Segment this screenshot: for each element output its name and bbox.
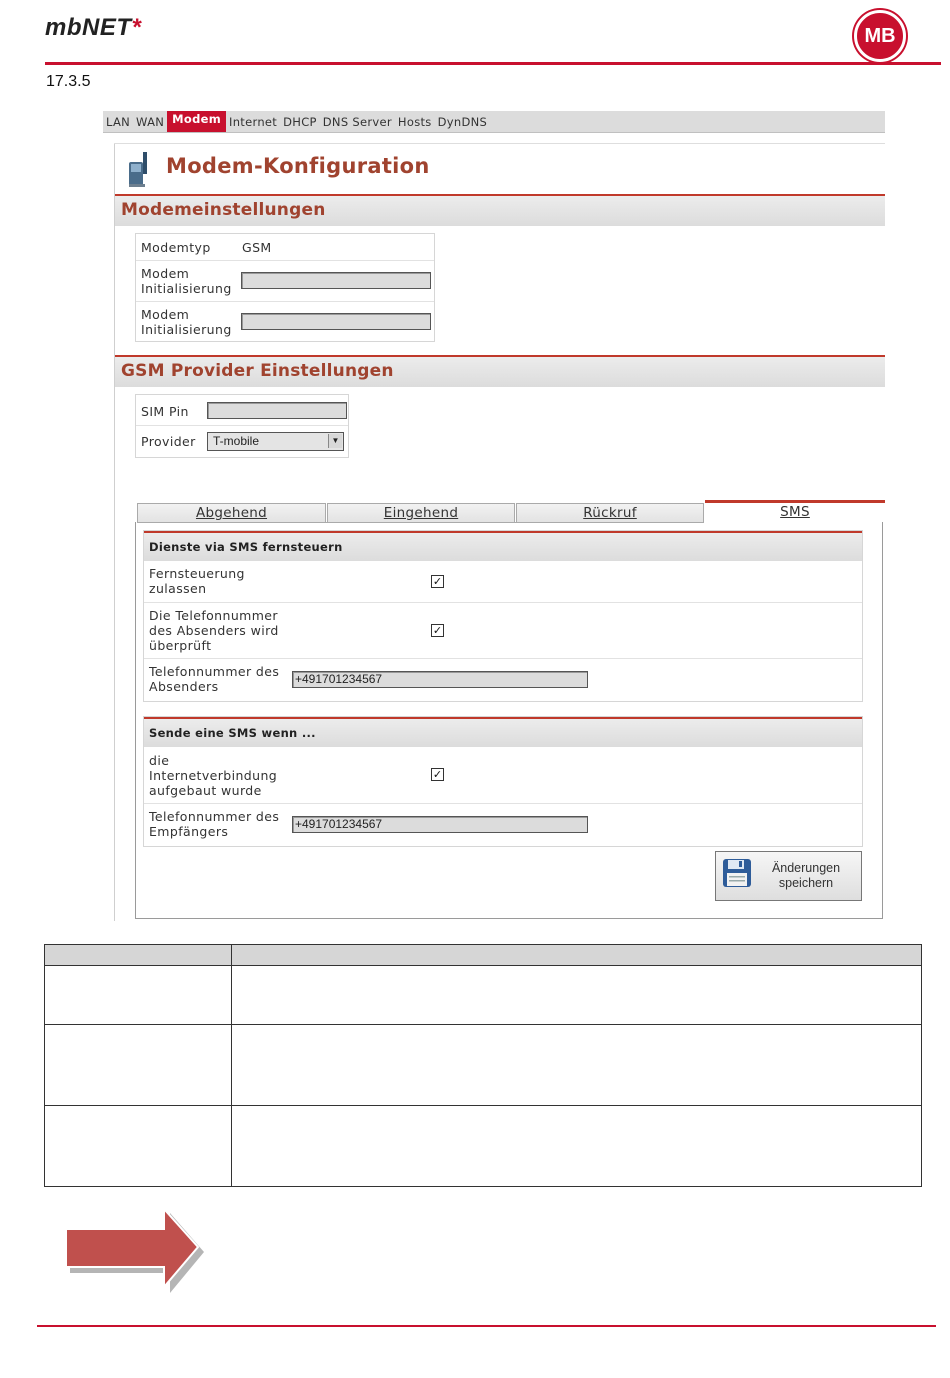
sms-send-title: Sende eine SMS wenn ... [149, 726, 316, 740]
table-row-divider [45, 1105, 921, 1106]
brand-mark: * [131, 14, 142, 41]
modem-init-row-2 [136, 302, 434, 341]
modem-init-row-1 [136, 261, 434, 302]
sender-verify-row [144, 603, 862, 659]
nav-item-dyndns[interactable]: DynDNS [437, 115, 488, 129]
content-frame-left [114, 143, 115, 921]
sms-send-box [143, 716, 863, 847]
modem-init-input-2[interactable] [241, 313, 431, 330]
receiver-number-input[interactable]: +491701234567 [292, 816, 588, 833]
gsm-provider-header [115, 355, 885, 387]
table-header [45, 945, 921, 966]
nav-item-dhcp[interactable]: DHCP [283, 115, 317, 129]
nav-item-wan[interactable]: WAN [136, 115, 165, 129]
sim-pin-row [136, 395, 348, 426]
tab-abgehend[interactable]: Abgehend [137, 503, 326, 523]
sim-pin-label: SIM Pin [141, 404, 189, 419]
tab-eingehend[interactable]: Eingehend [327, 503, 515, 523]
section-number: 17.3.5 [46, 73, 91, 90]
sender-number-input[interactable]: +491701234567 [292, 671, 588, 688]
provider-selected-value: T-mobile [213, 434, 260, 448]
nav-item-internet[interactable]: Internet [229, 115, 278, 129]
modem-init-label-1: Modem Initialisierung [141, 266, 232, 296]
modem-type-value: GSM [242, 240, 272, 255]
connect-notify-label: die Internetverbindung aufgebaut wurde [149, 753, 278, 798]
gsm-provider-form [135, 394, 349, 458]
modem-init-label-2: Modem Initialisierung [141, 307, 232, 337]
receiver-number-label: Telefonnummer des Empfängers [149, 809, 280, 839]
provider-label: Provider [141, 434, 196, 449]
tab-sms[interactable]: SMS [705, 500, 885, 525]
receiver-number-row [144, 804, 862, 846]
modem-icon [126, 150, 152, 188]
description-table [44, 944, 922, 1187]
gsm-provider-title: GSM Provider Einstellungen [121, 361, 394, 381]
remote-allow-row [144, 561, 862, 603]
provider-row [136, 426, 348, 457]
sim-pin-input[interactable] [207, 402, 347, 419]
save-button[interactable] [715, 851, 862, 901]
content-frame-top [114, 143, 885, 144]
arrow-right-icon [62, 1207, 208, 1299]
header-divider [45, 62, 941, 65]
modem-settings-header [115, 194, 885, 226]
mb-logo-badge: MB [854, 10, 906, 62]
modem-init-input-1[interactable] [241, 272, 431, 289]
table-row-divider [45, 1024, 921, 1025]
connect-notify-row [144, 747, 862, 804]
provider-select[interactable] [207, 432, 344, 451]
page-title: Modem-Konfiguration [166, 154, 430, 178]
remote-allow-checkbox[interactable]: ✓ [432, 575, 443, 588]
nav-item-hosts[interactable]: Hosts [397, 115, 432, 129]
footer-divider [37, 1325, 936, 1327]
connect-notify-checkbox[interactable]: ✓ [432, 768, 443, 781]
nav-item-modem[interactable]: Modem [167, 111, 226, 132]
floppy-disk-icon [722, 858, 752, 888]
sms-remote-box [143, 530, 863, 702]
modem-settings-title: Modemeinstellungen [121, 200, 326, 220]
sender-verify-checkbox[interactable]: ✓ [432, 624, 443, 637]
modem-type-label: Modemtyp [141, 240, 211, 255]
brand-logo [45, 14, 141, 42]
sms-remote-title: Dienste via SMS fernsteuern [149, 540, 343, 554]
sms-remote-header [144, 531, 862, 561]
sender-verify-label: Die Telefonnummer des Absenders wird überprüft [149, 608, 279, 653]
sender-number-row [144, 659, 862, 701]
top-nav [103, 111, 885, 133]
modem-settings-form [135, 233, 435, 342]
nav-item-dns-server[interactable]: DNS Server [322, 115, 392, 129]
sender-number-label: Telefonnummer des Absenders [149, 664, 280, 694]
tab-rueckruf[interactable]: Rückruf [516, 503, 704, 523]
remote-allow-label: Fernsteuerung zulassen [149, 566, 245, 596]
modem-type-row [136, 234, 434, 261]
nav-item-lan[interactable]: LAN [106, 115, 131, 129]
save-button-label: Änderungen speichern [771, 861, 841, 890]
table-column-divider [231, 945, 232, 1186]
brand-name: mbNET [45, 14, 132, 41]
chevron-down-icon[interactable]: ▼ [328, 434, 342, 448]
sms-send-header [144, 717, 862, 747]
